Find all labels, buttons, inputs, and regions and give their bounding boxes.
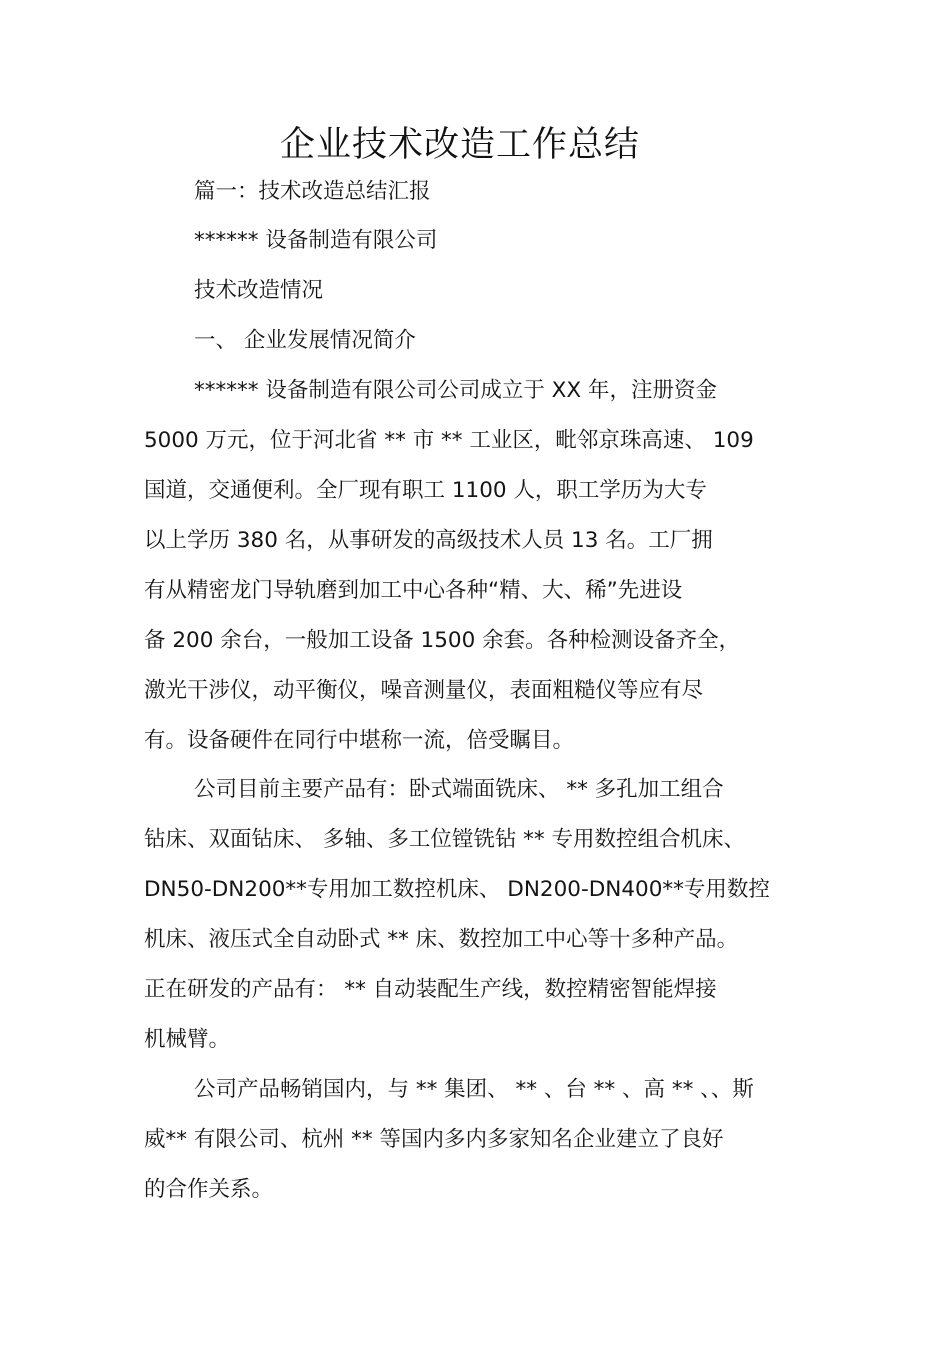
paragraph-line: 以上学历 380 名，从事研发的高级技术人员 13 名。工厂拥	[144, 528, 713, 553]
paragraph-line: 5000 万元，位于河北省 ** 市 ** 工业区，毗邻京珠高速、 109	[144, 428, 754, 453]
paragraph-line: 激光干涉仪，动平衡仪，噪音测量仪，表面粗糙仪等应有尽	[144, 678, 704, 703]
section-heading: 篇一：技术改造总结汇报	[194, 179, 431, 204]
company-name: ****** 设备制造有限公司	[194, 228, 438, 253]
paragraph-line: 威** 有限公司、杭州 ** 等国内多内多家知名企业建立了良好	[144, 1127, 724, 1152]
paragraph-line: 有。设备硬件在同行中堪称一流，倍受瞩目。	[144, 728, 575, 753]
paragraph-line: 机械臂。	[144, 1027, 231, 1052]
paragraph-line: DN50-DN200**专用加工数控机床、 DN200-DN400**专用数控	[144, 877, 770, 902]
paragraph-line: 国道，交通便利。全厂现有职工 1100 人，职工学历为大专	[144, 478, 707, 503]
paragraph-line: 机床、液压式全自动卧式 ** 床、数控加工中心等十多种产品。	[144, 927, 739, 952]
subheading: 技术改造情况	[194, 278, 324, 303]
paragraph-line: 有从精密龙门导轨磨到加工中心各种“精、大、稀”先进设	[144, 578, 683, 603]
paragraph-line: 公司产品畅销国内，与 ** 集团、 ** 、台 ** 、高 ** 、、斯	[194, 1077, 754, 1102]
paragraph-line: 正在研发的产品有： ** 自动装配生产线，数控精密智能焊接	[144, 977, 717, 1002]
paragraph-line: 备 200 余台，一般加工设备 1500 余套。各种检测设备齐全，	[144, 628, 741, 653]
document-title: 企业技术改造工作总结	[279, 125, 640, 165]
paragraph-line: 公司目前主要产品有：卧式端面铣床、 ** 多孔加工组合	[194, 777, 724, 802]
section-heading: 一、 企业发展情况简介	[194, 328, 416, 353]
paragraph-line: ****** 设备制造有限公司公司成立于 XX 年，注册资金	[194, 378, 717, 403]
paragraph-line: 的合作关系。	[144, 1177, 274, 1202]
paragraph-line: 钻床、双面钻床、 多轴、多工位镗铣钻 ** 专用数控组合机床、	[144, 827, 746, 852]
